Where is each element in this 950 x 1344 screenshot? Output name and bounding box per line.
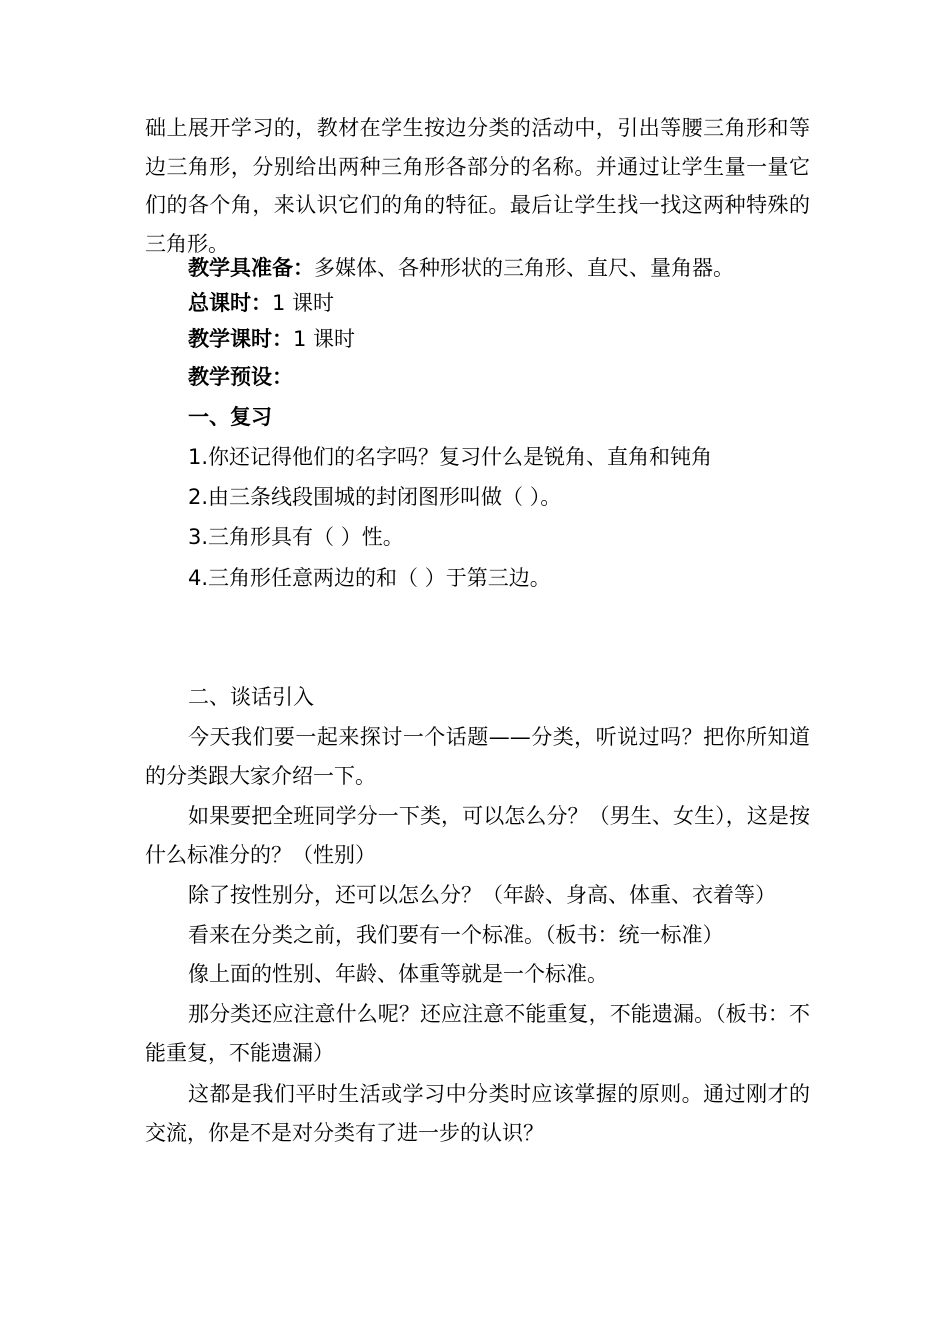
talk-paragraph-7: 这都是我们平时生活或学习中分类时应该掌握的原则。通过刚才的交流，你是不是对分类有了进一步的认识？	[145, 1082, 810, 1145]
teaching-hours-line	[188, 324, 355, 354]
section1-title: 一、复习	[188, 405, 272, 429]
talk-paragraph-2: 如果要把全班同学分一下类，可以怎么分？（男生、女生），这是按什么标准分的？（性别）	[145, 804, 810, 867]
teaching-hours-label: 教学课时：	[188, 327, 293, 351]
talk-paragraph-3: 除了按性别分，还可以怎么分？（年龄、身高、体重、衣着等）	[188, 883, 776, 907]
total-hours-line	[188, 288, 334, 318]
review-item-3: 3.三角形具有（ ）性。	[188, 525, 404, 549]
talk-paragraph-4: 看来在分类之前，我们要有一个标准。（板书：统一标准）	[188, 923, 724, 947]
total-hours-value: 1 课时	[272, 291, 335, 315]
prep-label: 教学具准备：	[188, 256, 314, 280]
intro-paragraph: 础上展开学习的，教材在学生按边分类的活动中，引出等腰三角形和等边三角形，分别给出两种三角形各部分的名称。并通过让学生量一量它们的各个角，来认识它们的角的特征。最后让学生找一找这两种特殊的三角形。	[145, 116, 810, 256]
teaching-hours-value: 1 课时	[293, 327, 356, 351]
talk-paragraph-1: 今天我们要一起来探讨一个话题——分类，听说过吗？把你所知道的分类跟大家介绍一下。	[145, 725, 810, 788]
review-item-2: 2.由三条线段围城的封闭图形叫做（ ）。	[188, 485, 562, 509]
review-item-4: 4.三角形任意两边的和（ ）于第三边。	[188, 566, 551, 590]
talk-paragraph-5: 像上面的性别、年龄、体重等就是一个标准。	[188, 962, 608, 986]
talk-paragraph-6: 那分类还应注意什么呢？还应注意不能重复，不能遗漏。（板书：不能重复，不能遗漏）	[145, 1002, 810, 1065]
section2-title: 二、谈话引入	[188, 685, 314, 709]
review-item-1: 1.你还记得他们的名字吗？复习什么是锐角、直角和钝角	[188, 445, 713, 469]
preset-label: 教学预设：	[188, 365, 293, 389]
prep-line	[188, 253, 734, 283]
prep-value: 多媒体、各种形状的三角形、直尺、量角器。	[314, 256, 734, 280]
total-hours-label: 总课时：	[188, 291, 272, 315]
